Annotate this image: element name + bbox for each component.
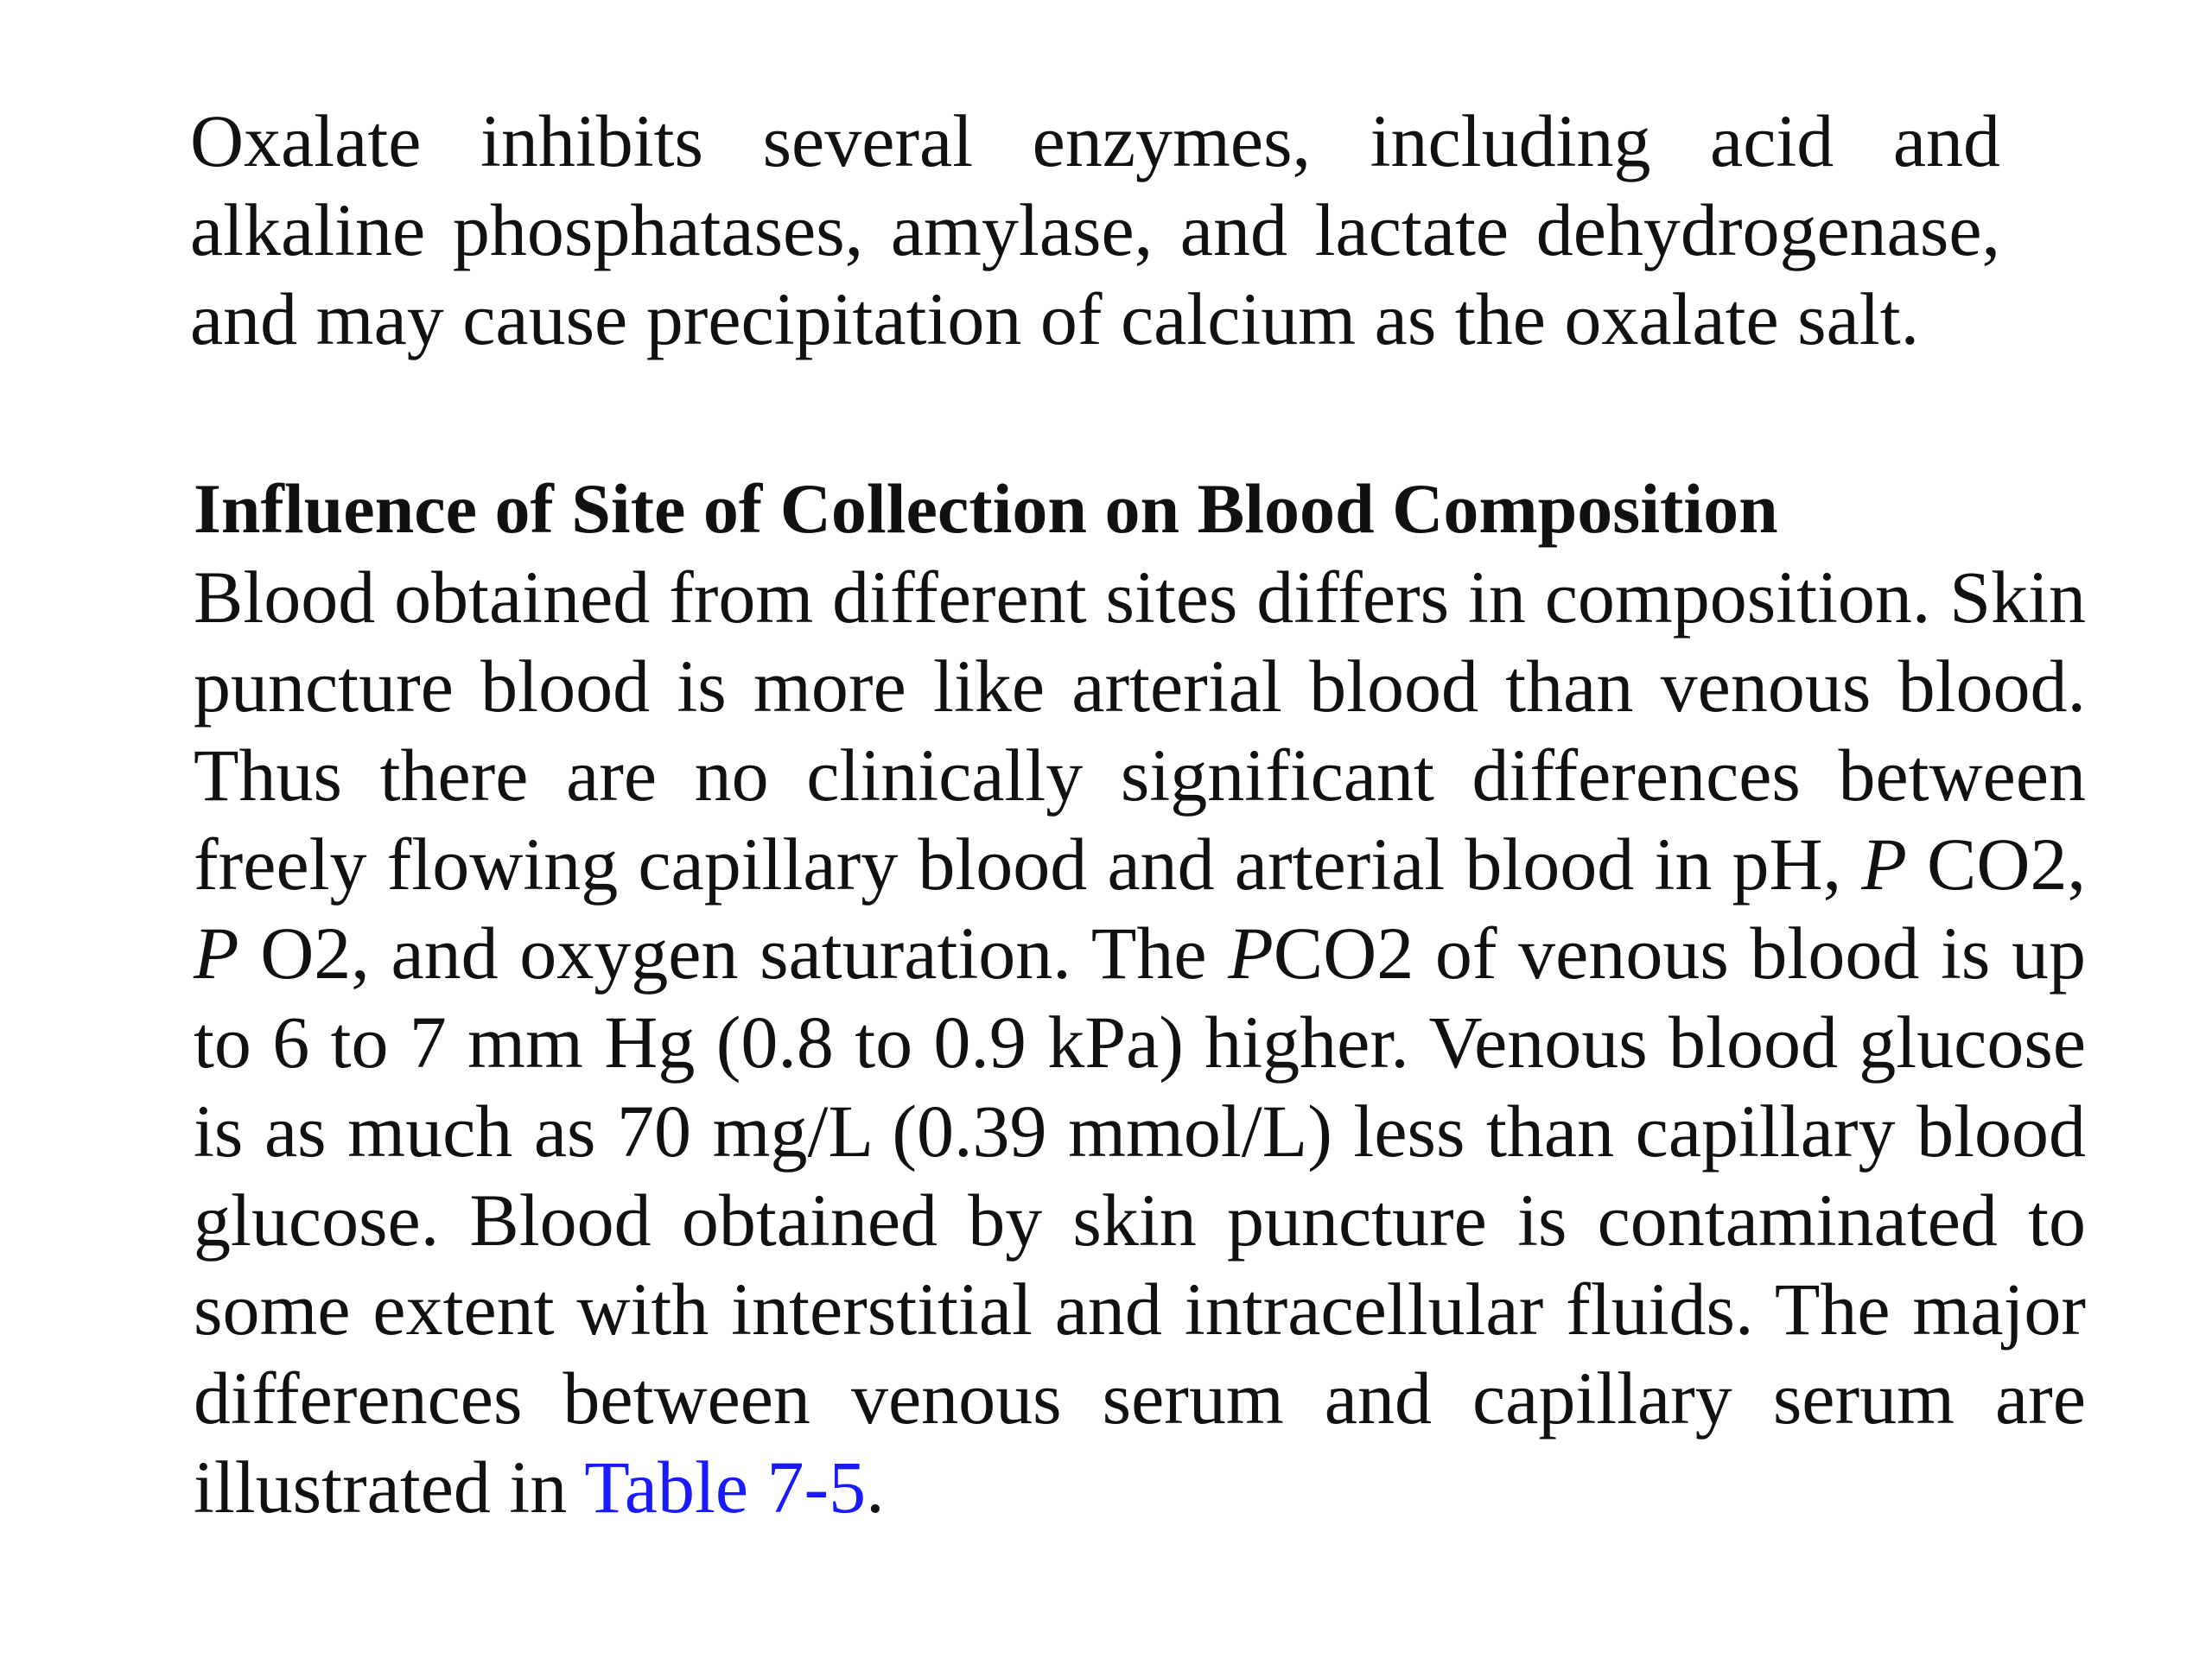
italic-p: P xyxy=(1228,912,1274,995)
text-segment: CO2, xyxy=(1906,823,2086,906)
table-7-5-link[interactable]: Table 7-5 xyxy=(584,1446,867,1529)
italic-p: P xyxy=(194,912,239,995)
text-segment: CO2 of venous blood is up to 6 to 7 mm Hg (0.8 to 0.9 kPa) higher. Venous blood glucose is as much as 70 mg/L (0.39 mmol/L) less than capillary blood glucose. Blood obtained by skin puncture is contaminated to some extent with interstitial and intracellular fluids. The major differences between venous serum and capillary serum are illustrated in xyxy=(194,912,2086,1529)
text-segment: Blood obtained from different sites differs in composition. Skin puncture blood is more like arterial blood than venous blood. Thus there are no clinically significant differences between freely flowing capillary blood and arterial blood in pH, xyxy=(194,556,2086,906)
text-segment: O2, and oxygen saturation. The xyxy=(238,912,1229,995)
paragraph-blood-composition xyxy=(194,553,2086,1532)
section-site-of-collection xyxy=(194,464,2094,1532)
section-heading: Influence of Site of Collection on Blood Composition xyxy=(194,469,1778,548)
paragraph-oxalate: Oxalate inhibits several enzymes, including acid and alkaline phosphatases, amylase, and lactate dehydrogenase, and may cause precipitation of calcium as the oxalate salt. xyxy=(190,99,2000,360)
italic-p: P xyxy=(1861,823,1907,906)
text-segment: . xyxy=(866,1446,885,1529)
